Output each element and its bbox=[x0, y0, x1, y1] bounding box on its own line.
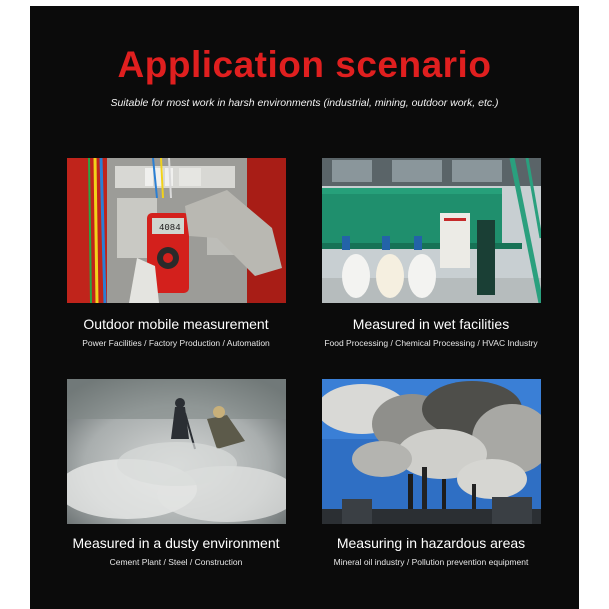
dusty-environment-photo bbox=[67, 379, 286, 524]
electrical-panel-photo bbox=[67, 158, 286, 303]
card-subtitle-wet: Food Processing / Chemical Processing / HVAC Industry bbox=[324, 338, 538, 348]
card-subtitle-dusty: Cement Plant / Steel / Construction bbox=[109, 557, 243, 567]
card-subtitle-outdoor: Power Facilities / Factory Production / Automation bbox=[82, 338, 270, 348]
wet-facility-photo bbox=[322, 158, 541, 303]
hazardous-area-photo bbox=[322, 379, 541, 524]
card-title-dusty: Measured in a dusty environment bbox=[72, 535, 280, 551]
meter-reading: 4084 bbox=[159, 223, 181, 233]
page-title: Application scenario bbox=[117, 44, 492, 85]
card-title-outdoor: Outdoor mobile measurement bbox=[83, 316, 269, 332]
card-subtitle-hazardous: Mineral oil industry / Pollution prevention equipment bbox=[333, 557, 529, 567]
card-title-hazardous: Measuring in hazardous areas bbox=[336, 535, 526, 551]
card-title-wet: Measured in wet facilities bbox=[352, 316, 510, 332]
page-subtitle: Suitable for most work in harsh environments (industrial, mining, outdoor work, etc.) bbox=[110, 97, 499, 109]
